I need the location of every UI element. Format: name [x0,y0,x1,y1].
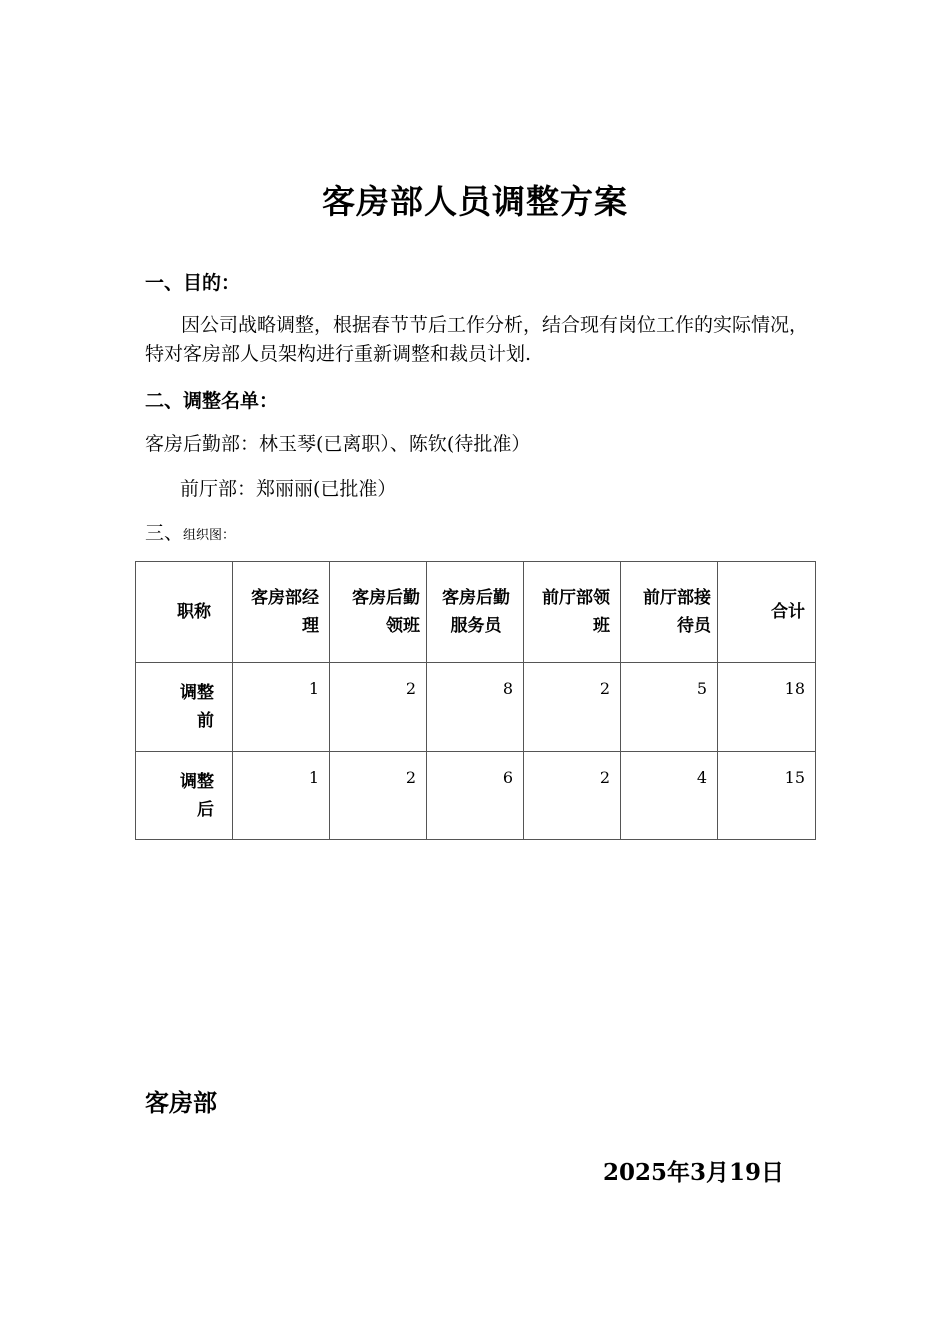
header-cell-front-office-receptionist: 前厅部接待员 [621,562,718,663]
table-cell: 15 [718,752,816,840]
table-cell: 2 [330,752,427,840]
row-label-after: 调整后 [136,752,233,840]
document-title: 客房部人员调整方案 [322,182,628,221]
table-cell: 1 [233,752,330,840]
table-header-row [136,562,816,663]
row-label-before: 调整前 [136,663,233,752]
table-cell: 8 [427,663,524,752]
section-1-heading: 一、目的： [145,272,241,294]
header-cell-room-manager: 客房部经理 [233,562,330,663]
header-cell-housekeeping-supervisor: 客房后勤领班 [330,562,427,663]
table-cell: 2 [524,752,621,840]
adjustment-list-line-1: 客房后勤部：林玉琴(已离职）、陈钦(待批准） [145,433,531,455]
table-cell: 2 [330,663,427,752]
header-cell-total: 合计 [718,562,816,663]
section-3-heading [145,518,235,545]
header-cell-front-office-supervisor: 前厅部领班 [524,562,621,663]
header-cell-housekeeping-attendant: 客房后勤服务员 [427,562,524,663]
table-cell: 2 [524,663,621,752]
footer-date: 2025年3月19日 [603,1159,785,1186]
section-1-body: 因公司战略调整，根据春节节后工作分析，结合现有岗位工作的实际情况，特对客房部人员架构进行重新调整和裁员计划. [145,314,809,365]
table-row [136,663,816,752]
header-cell-title: 职称 [136,562,233,663]
table-row [136,752,816,840]
table-cell: 4 [621,752,718,840]
footer-department: 客房部 [145,1089,217,1117]
section-2-heading: 二、调整名单： [145,390,279,412]
section-3-label: 组织图： [183,528,236,543]
adjustment-list-line-2: 前厅部：郑丽丽(已批准） [180,478,397,500]
org-chart-table [135,561,816,840]
section-3-number: 三、 [145,522,184,544]
table-cell: 6 [427,752,524,840]
table-cell: 5 [621,663,718,752]
table-cell: 18 [718,663,816,752]
table-cell: 1 [233,663,330,752]
